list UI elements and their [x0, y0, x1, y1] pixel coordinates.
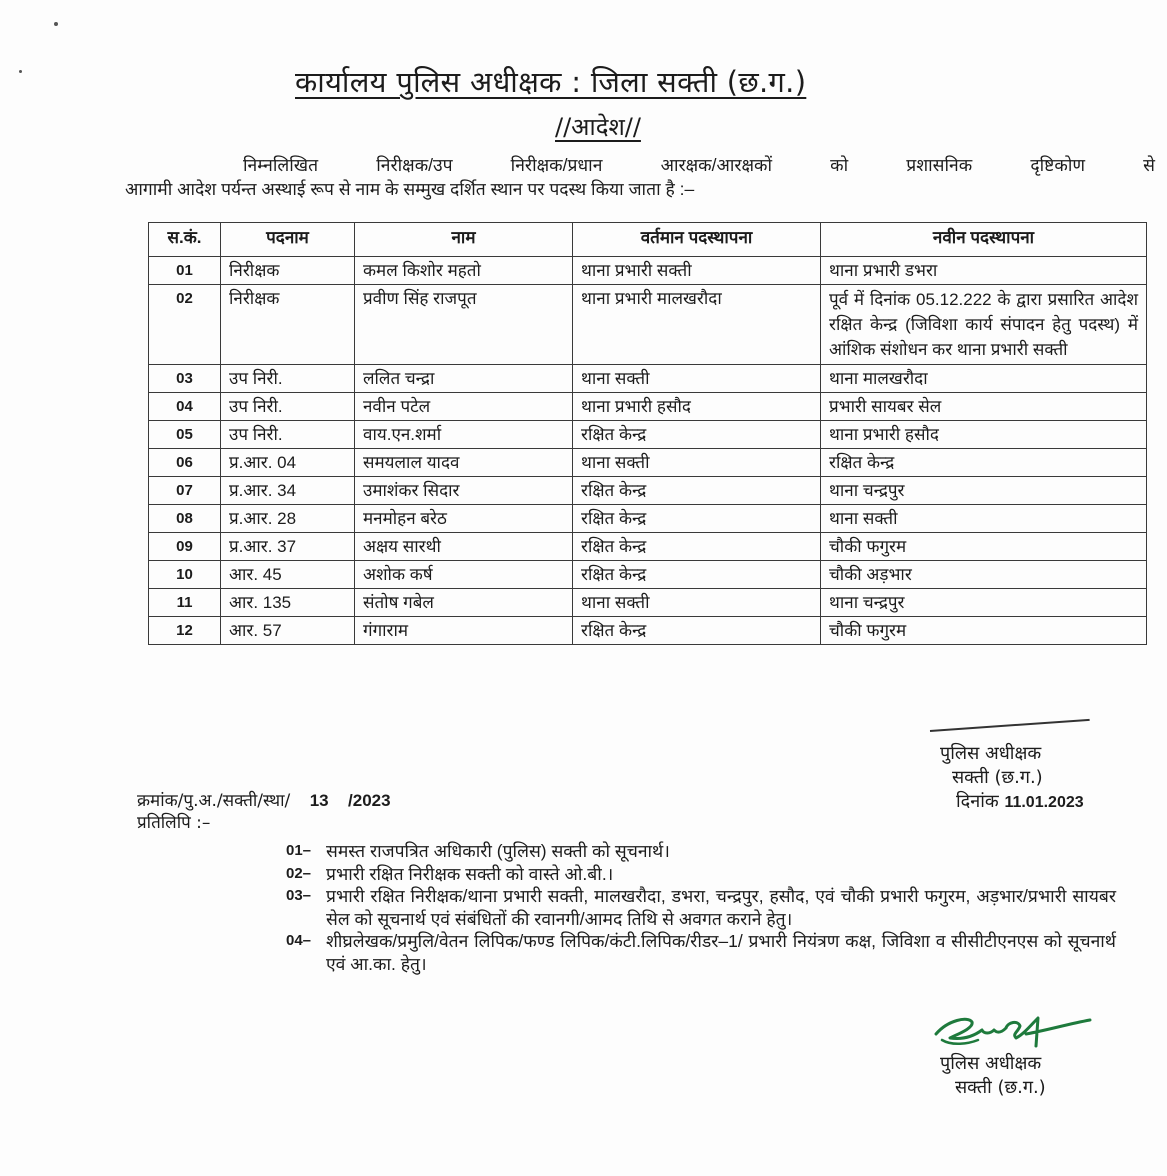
cell-current-posting: थाना सक्ती: [573, 449, 821, 477]
intro-line-1: निम्नलिखित निरीक्षक/उप निरीक्षक/प्रधान आरक्षक/आरक्षकों को प्रशासनिक दृष्टिकोण से: [243, 155, 1155, 175]
cell-new-posting: रक्षित केन्द्र: [821, 449, 1147, 477]
table-row: [149, 365, 1147, 393]
copy-to-label: प्रतिलिपि :–: [137, 813, 211, 833]
table-header-row: [149, 223, 1147, 257]
cell-current-posting: रक्षित केन्द्र: [573, 533, 821, 561]
cell-new-posting: थाना मालखरौदा: [821, 365, 1147, 393]
cell-current-posting: रक्षित केन्द्र: [573, 477, 821, 505]
cell-designation: आर. 135: [221, 589, 355, 617]
signatory-title: पुलिस अधीक्षक: [940, 1053, 1042, 1074]
copy-list-item: [286, 840, 1116, 863]
cell-name: संतोष गबेल: [355, 589, 573, 617]
cell-name: अक्षय सारथी: [355, 533, 573, 561]
cell-designation: प्र.आर. 04: [221, 449, 355, 477]
cell-designation: उप निरी.: [221, 393, 355, 421]
signatory-title: पुलिस अधीक्षक: [940, 743, 1042, 764]
cell-current-posting: रक्षित केन्द्र: [573, 421, 821, 449]
table-row: [149, 533, 1147, 561]
cell-name: ललित चन्द्रा: [355, 365, 573, 393]
table-row: [149, 477, 1147, 505]
cell-name: नवीन पटेल: [355, 393, 573, 421]
cell-serial: 09: [149, 533, 221, 561]
cell-designation: आर. 57: [221, 617, 355, 645]
cell-serial: 11: [149, 589, 221, 617]
order-date: 11.01.2023: [1004, 794, 1084, 811]
cell-new-posting: थाना चन्द्रपुर: [821, 589, 1147, 617]
cell-current-posting: थाना प्रभारी हसौद: [573, 393, 821, 421]
cell-serial: 10: [149, 561, 221, 589]
cell-serial: 08: [149, 505, 221, 533]
cell-designation: प्र.आर. 37: [221, 533, 355, 561]
cell-name: अशोक कर्ष: [355, 561, 573, 589]
cell-current-posting: थाना प्रभारी सक्ती: [573, 257, 821, 285]
cell-name: उमाशंकर सिदार: [355, 477, 573, 505]
cell-serial: 07: [149, 477, 221, 505]
header-name: नाम: [355, 223, 573, 257]
copy-item-number: 03–: [286, 887, 312, 904]
table-row: [149, 449, 1147, 477]
cell-designation: आर. 45: [221, 561, 355, 589]
cell-new-posting: प्रभारी सायबर सेल: [821, 393, 1147, 421]
page-title: कार्यालय पुलिस अधीक्षक : जिला सक्ती (छ.ग.): [295, 65, 807, 99]
cell-serial: 04: [149, 393, 221, 421]
reference-number-line: [137, 790, 391, 812]
cell-name: वाय.एन.शर्मा: [355, 421, 573, 449]
table-row: [149, 257, 1147, 285]
copy-list: [286, 840, 1116, 975]
copy-list-item: [286, 930, 1116, 975]
cell-new-posting: थाना सक्ती: [821, 505, 1147, 533]
transfer-table: [148, 222, 1147, 645]
cell-new-posting: थाना प्रभारी हसौद: [821, 421, 1147, 449]
table-row: [149, 617, 1147, 645]
cell-new-posting: पूर्व में दिनांक 05.12.222 के द्वारा प्रसारित आदेश रक्षित केन्द्र (जिविशा कार्य संपादन हेतु पदस्थ) में आंशिक संशोधन कर थाना प्रभारी सक्ती: [821, 285, 1147, 365]
table-row: [149, 421, 1147, 449]
cell-name: कमल किशोर महतो: [355, 257, 573, 285]
cell-designation: उप निरी.: [221, 365, 355, 393]
cell-serial: 12: [149, 617, 221, 645]
cell-current-posting: रक्षित केन्द्र: [573, 561, 821, 589]
signatory-location: सक्ती (छ.ग.): [952, 767, 1043, 788]
copy-item-number: 02–: [286, 864, 312, 882]
cell-designation: प्र.आर. 28: [221, 505, 355, 533]
cell-serial: 01: [149, 257, 221, 285]
table-row: [149, 285, 1147, 365]
signatory-block-bottom: [940, 1052, 1046, 1100]
cell-new-posting: चौकी फगुरम: [821, 533, 1147, 561]
cell-name: मनमोहन बरेठ: [355, 505, 573, 533]
cell-new-posting: चौकी फगुरम: [821, 617, 1147, 645]
cell-serial: 03: [149, 365, 221, 393]
copy-list-item: [286, 885, 1116, 930]
reference-prefix: क्रमांक/पु.अ./सक्ती/स्था/: [137, 791, 291, 811]
reference-year: /2023: [348, 791, 391, 810]
cell-new-posting: थाना प्रभारी डभरा: [821, 257, 1147, 285]
scan-speck: [19, 70, 22, 73]
intro-line-2: आगामी आदेश पर्यन्त अस्थाई रूप से नाम के सम्मुख दर्शित स्थान पर पदस्थ किया जाता है :–: [125, 179, 695, 199]
cell-new-posting: थाना चन्द्रपुर: [821, 477, 1147, 505]
handwritten-signature: [928, 1012, 1098, 1054]
cell-serial: 02: [149, 285, 221, 365]
header-serial: स.कं.: [149, 223, 221, 257]
copy-item-text: प्रभारी रक्षित निरीक्षक/थाना प्रभारी सक्ती, मालखरौदा, डभरा, चन्द्रपुर, हसौद, एवं चौकी प्रभारी फगुरम, अड़भार/प्रभारी सायबर सेल को सूचनार्थ एवं संबंधितों की रवानगी/आमद तिथि से अवगत कराने हेतु।: [326, 886, 1116, 929]
table-row: [149, 589, 1147, 617]
cell-designation: निरीक्षक: [221, 257, 355, 285]
cell-current-posting: रक्षित केन्द्र: [573, 617, 821, 645]
intro-paragraph: [125, 153, 1155, 201]
header-new-posting: नवीन पदस्थापना: [821, 223, 1147, 257]
table-row: [149, 561, 1147, 589]
cell-serial: 05: [149, 421, 221, 449]
cell-designation: निरीक्षक: [221, 285, 355, 365]
copy-item-text: समस्त राजपत्रित अधिकारी (पुलिस) सक्ती को सूचनार्थ।: [326, 841, 670, 861]
copy-item-text: शीघ्रलेखक/प्रमुलि/वेतन लिपिक/फण्ड लिपिक/कंटी.लिपिक/रीडर–1/ प्रभारी नियंत्रण कक्ष, जिविशा व सीसीटीएनएस को सूचनार्थ एवं आ.का. हेतु।: [326, 931, 1116, 974]
cell-name: प्रवीण सिंह राजपूत: [355, 285, 573, 365]
scan-speck: [54, 22, 58, 26]
reference-block: [137, 790, 391, 834]
order-heading: //आदेश//: [555, 113, 641, 141]
header-current-posting: वर्तमान पदस्थापना: [573, 223, 821, 257]
cell-name: समयलाल यादव: [355, 449, 573, 477]
signature-line: [930, 719, 1090, 732]
cell-name: गंगाराम: [355, 617, 573, 645]
copy-item-text: प्रभारी रक्षित निरीक्षक सक्ती को वास्ते ओ.बी.।: [326, 863, 614, 884]
cell-designation: उप निरी.: [221, 421, 355, 449]
signatory-block-top: [940, 742, 1084, 815]
header-designation: पदनाम: [221, 223, 355, 257]
cell-serial: 06: [149, 449, 221, 477]
copy-item-number: 01–: [286, 842, 312, 859]
cell-current-posting: रक्षित केन्द्र: [573, 505, 821, 533]
reference-number: 13: [309, 791, 329, 810]
date-label: दिनांक: [956, 791, 999, 812]
table-row: [149, 393, 1147, 421]
cell-current-posting: थाना सक्ती: [573, 365, 821, 393]
cell-designation: प्र.आर. 34: [221, 477, 355, 505]
order-date-line: [940, 790, 1084, 815]
copy-list-item: [286, 863, 1116, 886]
copy-item-number: 04–: [286, 932, 312, 949]
cell-current-posting: थाना प्रभारी मालखरौदा: [573, 285, 821, 365]
cell-current-posting: थाना सक्ती: [573, 589, 821, 617]
cell-new-posting: चौकी अड़भार: [821, 561, 1147, 589]
signatory-location: सक्ती (छ.ग.): [955, 1077, 1046, 1098]
table-row: [149, 505, 1147, 533]
